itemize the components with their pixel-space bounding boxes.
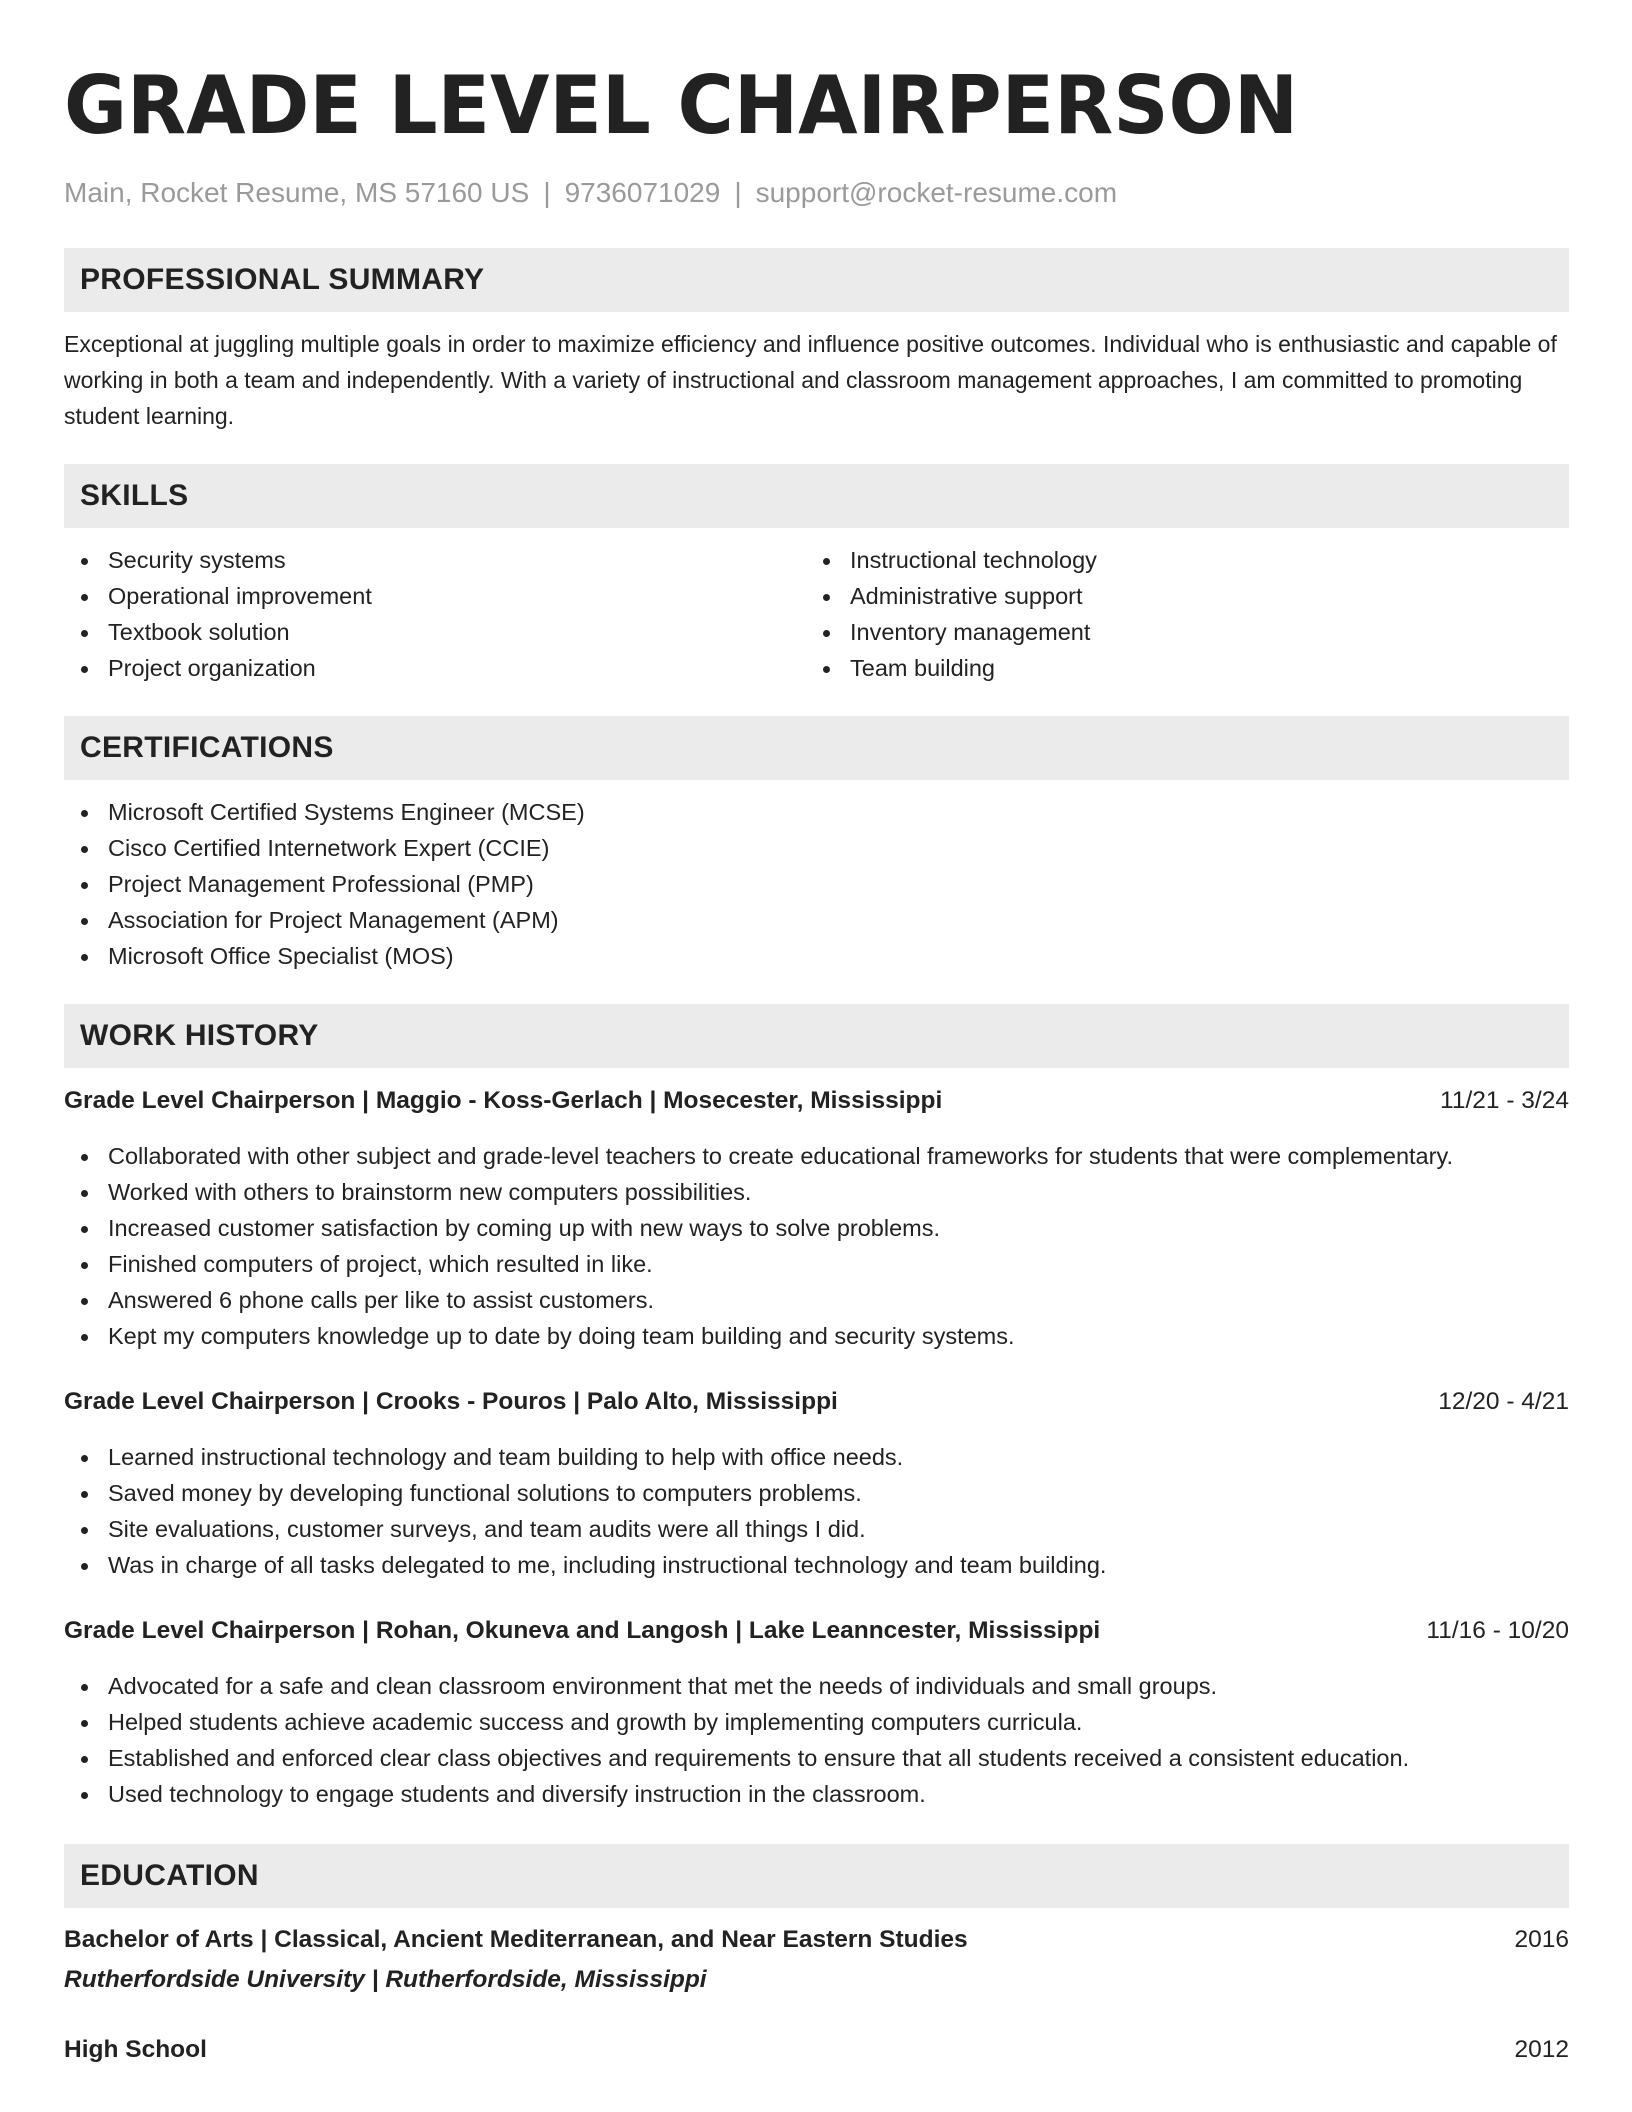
contact-phone: 9736071029	[564, 177, 721, 208]
skills-heading: SKILLS	[64, 464, 1569, 528]
job-bullet: Saved money by developing functional solutions to computers problems.	[64, 1475, 1569, 1511]
job-bullet: Answered 6 phone calls per like to assist customers.	[64, 1282, 1569, 1318]
job-dates: 11/16 - 10/20	[1426, 1617, 1569, 1644]
job-bullet: Established and enforced clear class objectives and requirements to ensure that all students received a consistent education.	[64, 1740, 1569, 1776]
contact-line	[64, 176, 1569, 210]
certification-item: Association for Project Management (APM)	[64, 902, 1569, 938]
job-bullet: Finished computers of project, which resulted in like.	[64, 1246, 1569, 1282]
certifications-heading: CERTIFICATIONS	[64, 716, 1569, 780]
job-bullets	[64, 1138, 1569, 1354]
job-bullet: Learned instructional technology and team building to help with office needs.	[64, 1439, 1569, 1475]
summary-heading: PROFESSIONAL SUMMARY	[64, 248, 1569, 312]
job-bullet: Advocated for a safe and clean classroom environment that met the needs of individuals and small groups.	[64, 1668, 1569, 1704]
job-header	[64, 1084, 1569, 1118]
job-dates: 11/21 - 3/24	[1440, 1087, 1569, 1114]
skill-item: Team building	[806, 650, 1548, 686]
education-degree: Bachelor of Arts | Classical, Ancient Mediterranean, and Near Eastern Studies	[64, 1926, 968, 1953]
contact-address: Main, Rocket Resume, MS 57160 US	[64, 177, 530, 208]
job-title: Grade Level Chairperson | Maggio - Koss-Gerlach | Mosecester, Mississippi	[64, 1087, 943, 1114]
education-header	[64, 1923, 1569, 1957]
skills-left-column	[64, 542, 806, 686]
work-history-heading: WORK HISTORY	[64, 1004, 1569, 1068]
education-entry	[64, 1923, 1569, 1997]
skills-right-column	[806, 542, 1548, 686]
job-dates: 12/20 - 4/21	[1438, 1388, 1569, 1415]
certification-item: Project Management Professional (PMP)	[64, 866, 1569, 902]
education-heading: EDUCATION	[64, 1844, 1569, 1908]
job-bullet: Worked with others to brainstorm new computers possibilities.	[64, 1174, 1569, 1210]
job-entry	[64, 1084, 1569, 1354]
certification-item: Cisco Certified Internetwork Expert (CCIE)	[64, 830, 1569, 866]
education-entry	[64, 2033, 1569, 2067]
job-bullets	[64, 1439, 1569, 1583]
education-header	[64, 2033, 1569, 2067]
contact-email[interactable]: support@rocket-resume.com	[755, 177, 1118, 208]
job-bullet: Kept my computers knowledge up to date by doing team building and security systems.	[64, 1318, 1569, 1354]
skill-item: Textbook solution	[64, 614, 806, 650]
job-entry	[64, 1614, 1569, 1812]
skill-item: Project organization	[64, 650, 806, 686]
education-year: 2012	[1514, 2036, 1569, 2063]
job-bullet: Collaborated with other subject and grade-level teachers to create educational frameworks for students that were complementary.	[64, 1138, 1569, 1174]
skill-item: Administrative support	[806, 578, 1548, 614]
job-bullet: Increased customer satisfaction by coming up with new ways to solve problems.	[64, 1210, 1569, 1246]
job-bullet: Used technology to engage students and diversify instruction in the classroom.	[64, 1776, 1569, 1812]
contact-separator: |	[734, 177, 742, 208]
job-bullet: Helped students achieve academic success and growth by implementing computers curricula.	[64, 1704, 1569, 1740]
job-bullet: Was in charge of all tasks delegated to me, including instructional technology and team building.	[64, 1547, 1569, 1583]
skill-item: Security systems	[64, 542, 806, 578]
job-bullets	[64, 1668, 1569, 1812]
certification-item: Microsoft Office Specialist (MOS)	[64, 938, 1569, 974]
skill-item: Inventory management	[806, 614, 1548, 650]
skill-item: Instructional technology	[806, 542, 1548, 578]
candidate-name: GRADE LEVEL CHAIRPERSON	[64, 59, 1299, 152]
education-degree: High School	[64, 2036, 207, 2063]
skills-grid	[64, 542, 1569, 686]
job-header	[64, 1385, 1569, 1419]
contact-separator: |	[543, 177, 551, 208]
job-title: Grade Level Chairperson | Rohan, Okuneva and Langosh | Lake Leanncester, Mississippi	[64, 1617, 1101, 1644]
summary-text: Exceptional at juggling multiple goals in order to maximize efficiency and influence positive outcomes. Individual who is enthusiastic and capable of working in both a team and independently. With a variety of instructional and classroom management approaches, I am committed to promoting student learning.	[64, 331, 1557, 429]
job-bullet: Site evaluations, customer surveys, and team audits were all things I did.	[64, 1511, 1569, 1547]
education-year: 2016	[1514, 1926, 1569, 1953]
certifications-list	[64, 794, 1569, 974]
job-entry	[64, 1385, 1569, 1583]
skill-item: Operational improvement	[64, 578, 806, 614]
education-school: Rutherfordside University | Rutherfordside, Mississippi	[64, 1966, 707, 1993]
job-title: Grade Level Chairperson | Crooks - Pouros | Palo Alto, Mississippi	[64, 1388, 838, 1415]
certification-item: Microsoft Certified Systems Engineer (MCSE)	[64, 794, 1569, 830]
job-header	[64, 1614, 1569, 1648]
